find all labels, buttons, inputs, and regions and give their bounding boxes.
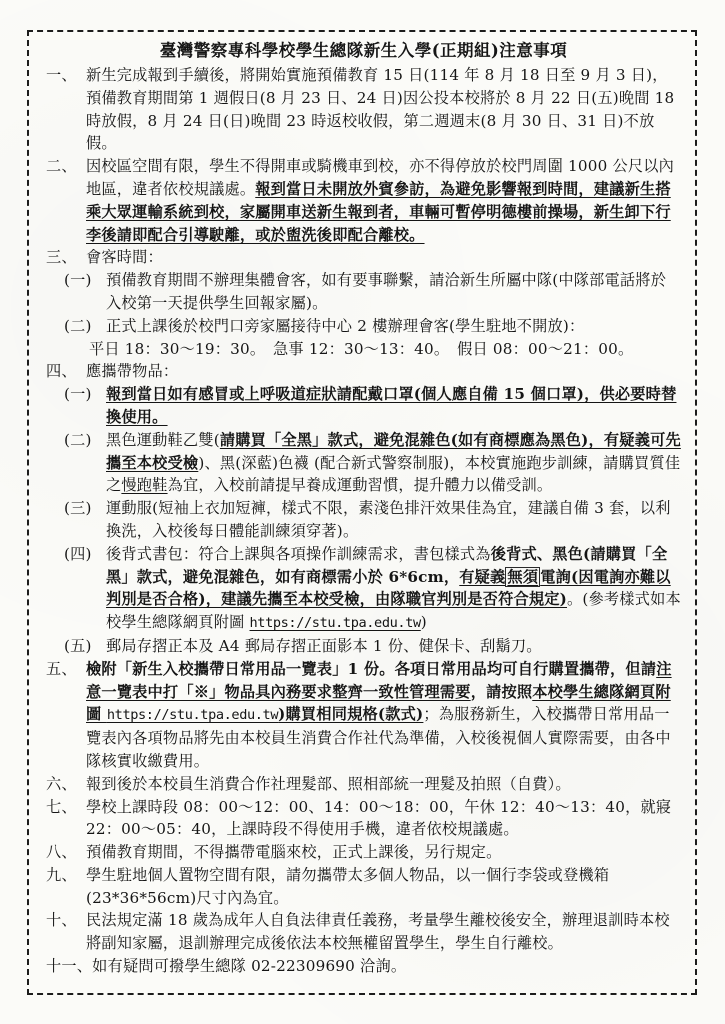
item-number-label: (一) xyxy=(64,385,92,404)
item-text xyxy=(86,773,681,796)
item-number-label: 三、 xyxy=(46,248,77,267)
item-number-label: (四) xyxy=(64,544,92,563)
notice-item-19 xyxy=(46,955,681,978)
item-number-label: 十一、 xyxy=(46,957,93,976)
item-text xyxy=(106,497,681,543)
notice-item-3 xyxy=(46,246,681,269)
item-text xyxy=(86,909,681,955)
item-text xyxy=(86,841,681,864)
text-segment: 郵局存摺正本及 A4 郵局存摺正面影本 1 份、健保卡、刮鬍刀。 xyxy=(106,636,542,655)
item-number-label: (一) xyxy=(64,271,92,290)
item-number-label: (二) xyxy=(64,316,92,335)
item-text xyxy=(92,955,681,978)
notice-item-18 xyxy=(46,909,681,955)
text-segment: 學校上課時段 08：00～12：00、14：00～18：00，午休 12：40～13：40，就寢 22：00～05：40，上課時段不得使用手機，違者依校規議處。 xyxy=(86,797,672,839)
text-segment: 本校學生總隊網頁附圖 xyxy=(86,682,671,724)
notice-item-11 xyxy=(64,543,681,635)
notice-item-list xyxy=(46,64,681,978)
notice-item-8 xyxy=(64,383,681,429)
text-segment: 報到當日未開放外賓參訪，為避免影響報到時間，建議新生搭乘大眾運輸系統到校，家屬開車送新生報到者，車輛可暫停明德樓前操場，新生卸下行李後請即配合引導駛離，或於盥洗後即配合離校。 xyxy=(86,179,671,244)
text-segment: 平日 18：30～19：30。 急事 12：30～13：40。 假日 08：00～21：00。 xyxy=(89,339,634,358)
text-segment: 民法規定滿 18 歲為成年人自負法律責任義務，考量學生離校後安全，辦理退訓時本校將副知家屬，退訓辦理完成後依法本校無權留置學生，學生自行離校。 xyxy=(86,911,670,953)
notice-item-16 xyxy=(46,841,681,864)
text-segment: ；為服務新生，入校攜帶日常用品一覽表內各項物品將先由本校員生消費合作社代為準備，入校後視個人實際需要，由各中隊核實收繳費用。 xyxy=(86,705,671,770)
item-text xyxy=(106,635,681,658)
item-number-label: 八、 xyxy=(46,843,77,862)
notice-item-1 xyxy=(46,64,681,155)
notice-item-7 xyxy=(46,360,681,383)
text-segment: 正式上課後於校門口旁家屬接待中心 2 樓辦理會客(學生駐地不開放)： xyxy=(106,316,585,335)
notice-item-14 xyxy=(46,773,681,796)
text-segment: 運動服(短袖上衣加短褲，樣式不限，素淺色排汗效果佳為宜，建議自備 3 套，以利換洗，入校後每日體能訓練須穿著)。 xyxy=(106,499,671,540)
text-segment: )、黑(深藍)色襪 (配合新式警察制服)，本校實施跑步訓練，請購買質佳之 xyxy=(106,453,681,495)
item-text xyxy=(86,246,681,269)
text-segment: 會客時間： xyxy=(86,248,163,267)
notice-item-15 xyxy=(46,796,681,842)
text-segment: 應攜帶物品： xyxy=(86,362,179,381)
item-number-label: 五、 xyxy=(46,659,77,678)
text-segment: 請購買「全黑」款式，避免混雜色(如有商標應為黑色)，有疑義可先攜至本校受檢 xyxy=(106,430,681,472)
notice-item-4 xyxy=(64,269,681,315)
notice-item-6 xyxy=(89,338,681,361)
item-text xyxy=(106,269,681,315)
item-number-label: 七、 xyxy=(46,797,77,816)
text-segment: ) xyxy=(420,613,427,632)
notice-item-5 xyxy=(64,315,681,338)
url-link[interactable]: https://stu.tpa.edu.tw xyxy=(249,615,421,632)
text-segment: 學生駐地個人置物空間有限，請勿攜帶太多個人物品，以一個行李袋或登機箱(23*36*56cm)尺寸內為宜。 xyxy=(86,865,610,907)
item-text xyxy=(106,543,681,635)
notice-item-9 xyxy=(64,429,681,497)
text-segment: 後背式、黑色(請購買「全黑」款式，避免混雜色，如有商標需小於 6*6cm， xyxy=(106,544,668,586)
text-segment: 為宜，入校前請提早養成運動習慣，提升體力以備受訓。 xyxy=(167,476,553,495)
item-text xyxy=(86,64,681,155)
item-text xyxy=(86,360,681,383)
text-segment: 黑色運動鞋乙雙( xyxy=(106,430,220,449)
item-number-label: 九、 xyxy=(46,865,77,884)
notice-item-2 xyxy=(46,155,681,246)
text-segment: 注意一覽表中打「※」物品具內務要求整齊一致性管理需要 xyxy=(86,659,672,701)
notice-item-12 xyxy=(64,635,681,658)
text-segment: 預備教育期間不辦理集體會客，如有要事聯繫，請洽新生所屬中隊(中隊部電話將於入校第一天提供學生回報家屬)。 xyxy=(106,271,667,312)
item-text xyxy=(89,338,681,361)
text-segment: 檢附「新生入校攜帶日常用品一覽表」1 份。各項日常用品均可自行購置攜帶，但請 xyxy=(86,659,657,678)
text-segment: 因校區空間有限，學生不得開車或騎機車到校，亦不得停放於校門周圍 1000 公尺以內地區，違者依校規議處。 xyxy=(86,157,675,198)
item-text xyxy=(86,155,681,246)
item-text xyxy=(106,429,681,497)
text-segment: 。(參考樣式如本校學生總隊網頁附圖 xyxy=(106,590,681,632)
text-segment: 報到當日如有感冒或上呼吸道症狀請配戴口罩(個人應自備 15 個口罩)，供必要時替換使用。 xyxy=(106,385,677,426)
item-text xyxy=(86,658,681,773)
text-segment: 後背式書包：符合上課與各項操作訓練需求，書包樣式為 xyxy=(106,544,491,563)
text-segment: 慢跑鞋 xyxy=(121,476,168,495)
notice-item-10 xyxy=(64,497,681,543)
item-number-label: (五) xyxy=(64,636,92,655)
item-number-label: 十、 xyxy=(46,911,77,930)
item-number-label: (二) xyxy=(64,430,92,449)
notice-document xyxy=(27,30,697,995)
item-number-label: 六、 xyxy=(46,774,77,793)
text-segment: )購買相同規格(款式) xyxy=(278,705,424,724)
text-segment: 電詢(因電詢亦難以判別是否合格)，建議先攜至本校受檢，由隊職官判別是否符合規定) xyxy=(106,567,671,609)
text-segment: 新生完成報到手續後，將開始實施預備教育 15 日(114 年 8 月 18 日至 9 月 3 日)，預備教育期間第 1 週假日(8 月 23 日、24 日)因公投本校將於 8 月 22 日(五)晚間 18 時放假，8 月 24 日(日)晚間 23 時返校收假，第二週週末(8 月 30 日、31 日)不放假。 xyxy=(86,66,675,153)
text-segment: 報到後於本校員生消費合作社理髮部、照相部統一理髮及拍照（自費）。 xyxy=(86,774,571,793)
text-segment: 預備教育期間，不得攜帶電腦來校，正式上課後，另行規定。 xyxy=(86,843,502,862)
item-number-label: 二、 xyxy=(46,157,77,176)
boxed-term: 無須 xyxy=(507,567,539,586)
item-text xyxy=(106,383,681,429)
notice-item-13 xyxy=(46,658,681,773)
text-segment: 有疑義 xyxy=(459,567,506,586)
item-text xyxy=(86,864,681,910)
item-number-label: 四、 xyxy=(46,362,77,381)
item-number-label: (三) xyxy=(64,499,92,518)
text-segment: ，請按照 xyxy=(470,682,533,701)
item-text xyxy=(86,796,681,842)
document-title: 臺灣警察專科學校學生總隊新生入學(正期組)注意事項 xyxy=(159,41,568,60)
notice-item-17 xyxy=(46,864,681,910)
text-segment: 如有疑問可撥學生總隊 02-22309690 洽詢。 xyxy=(92,957,407,976)
item-text xyxy=(106,315,681,338)
item-number-label: 一、 xyxy=(46,66,77,84)
url-link[interactable]: https://stu.tpa.edu.tw xyxy=(106,707,279,724)
